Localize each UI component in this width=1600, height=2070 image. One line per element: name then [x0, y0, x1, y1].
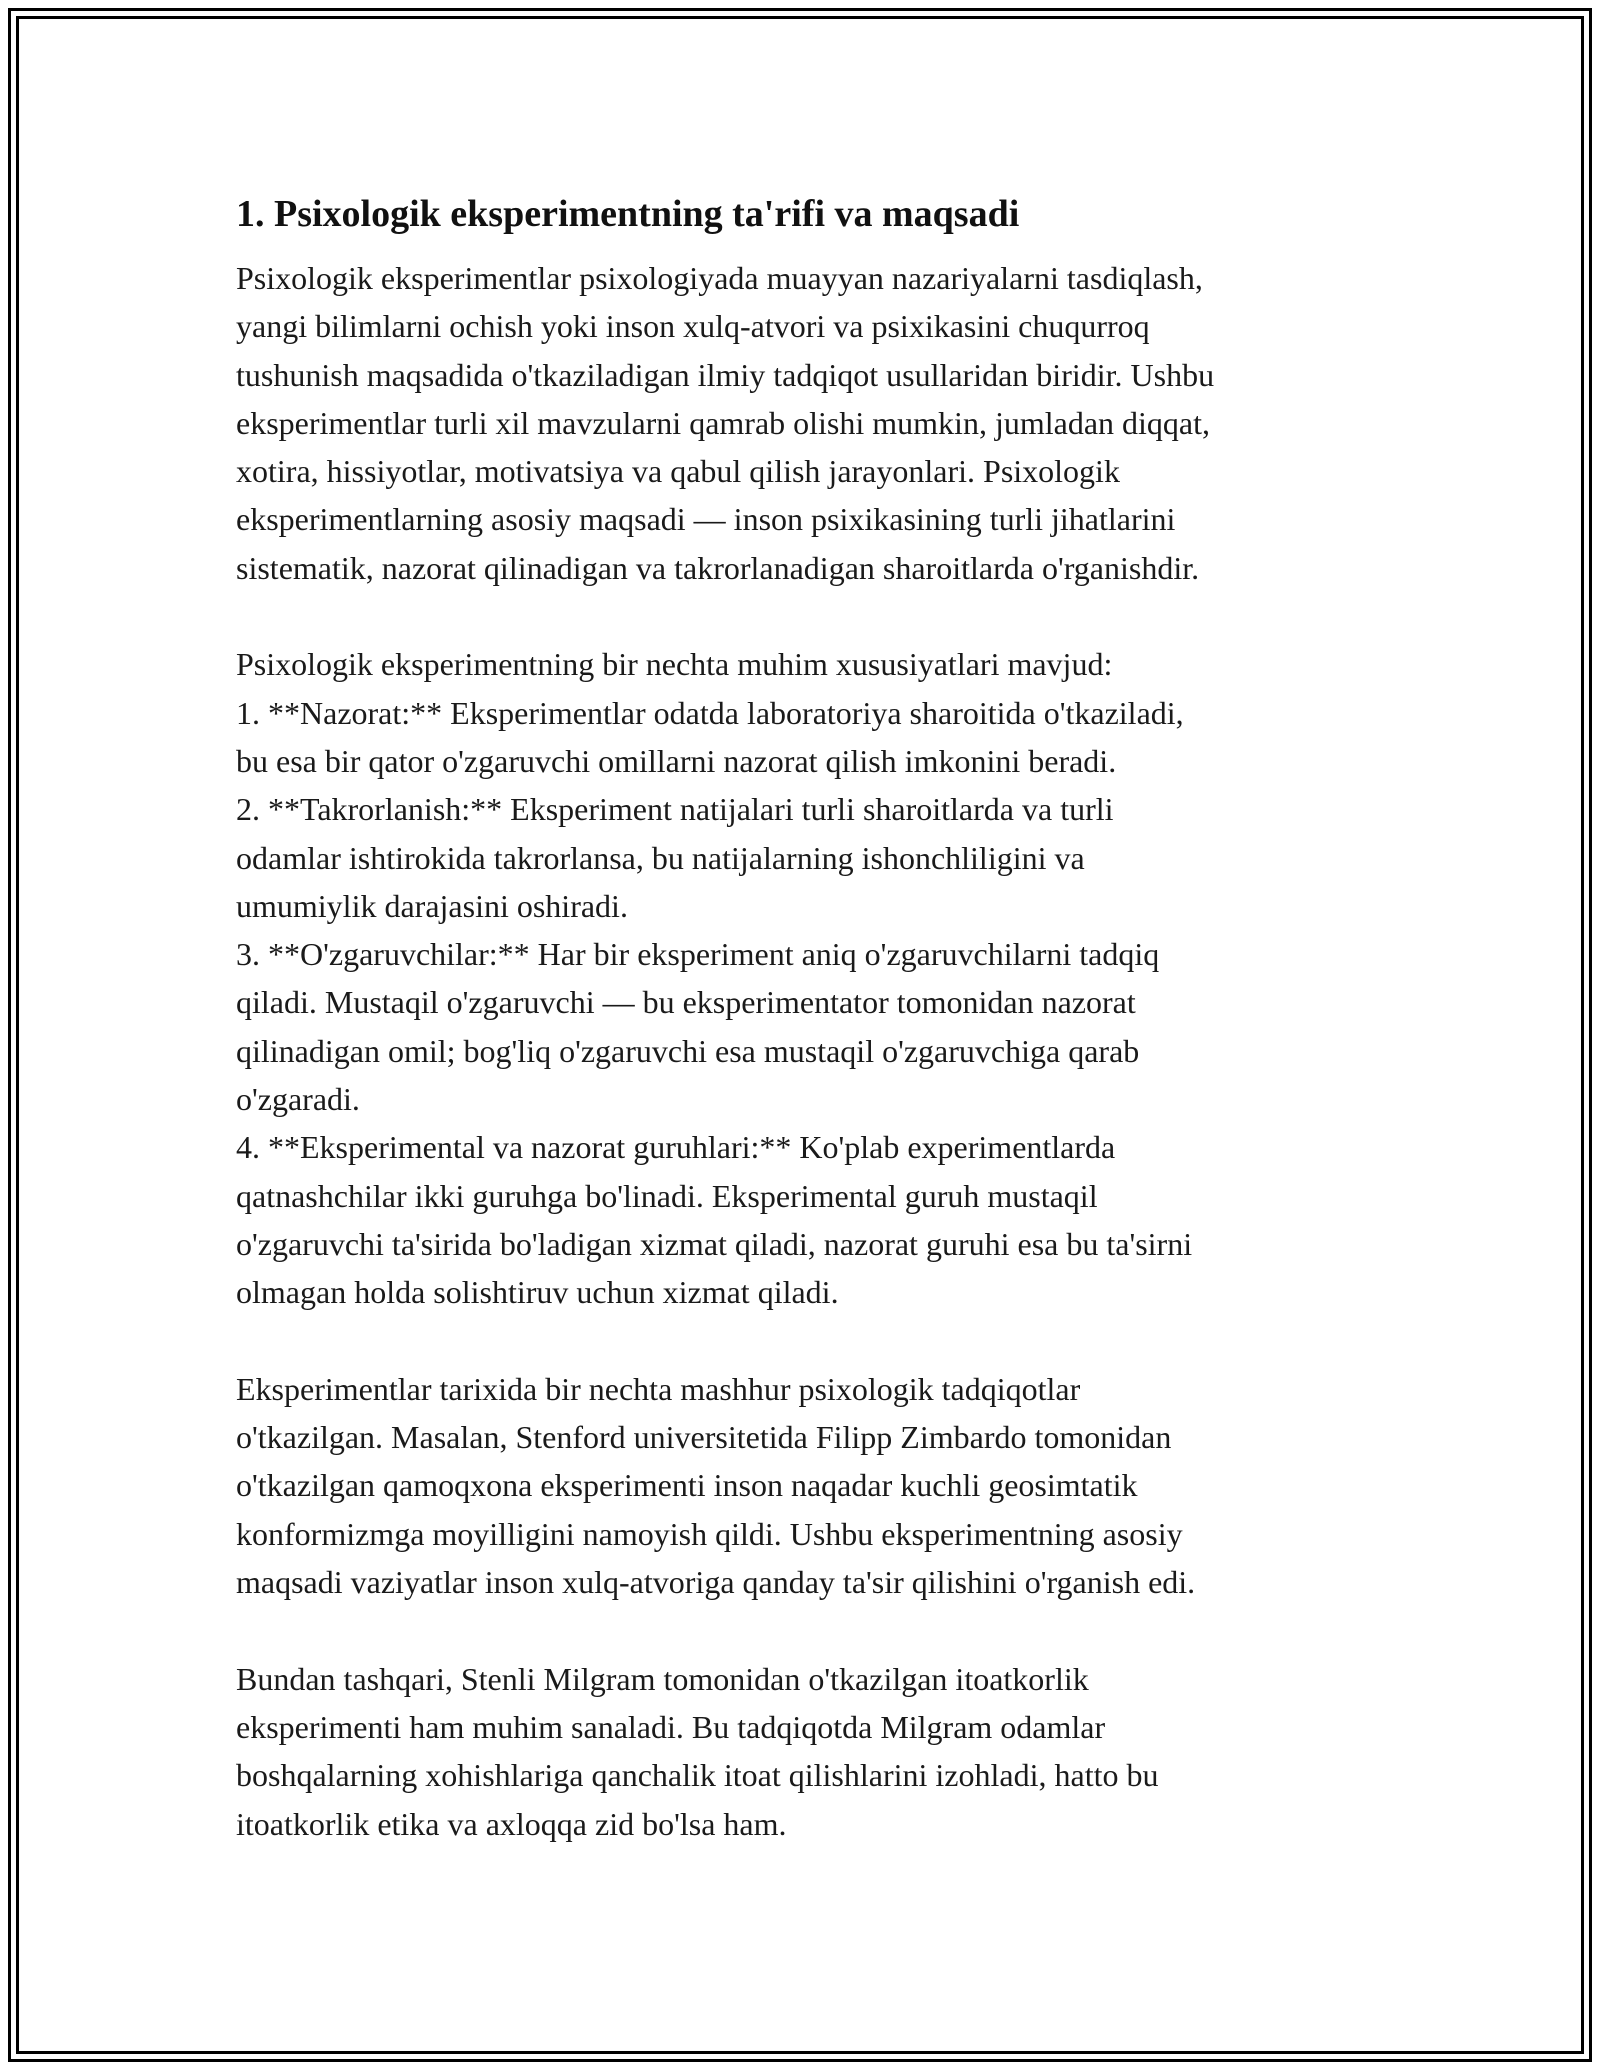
text-line: Bundan tashqari, Stenli Milgram tomonidan o'tkazilgan itoatkorlik	[236, 1660, 1089, 1697]
list-item-line: qatnashchilar ikki guruhga bo'linadi. Eksperimental guruh mustaqil	[236, 1177, 1098, 1214]
text-line: itoatkorlik etika va axloqqa zid bo'lsa ham.	[236, 1805, 787, 1842]
list-item-line: odamlar ishtirokida takrorlansa, bu natijalarning ishonchliligini va	[236, 839, 1085, 876]
list-item-line: 2. **Takrorlanish:** Eksperiment natijalari turli sharoitlarda va turli	[236, 791, 1114, 828]
paragraph-milgram	[236, 1655, 1376, 1848]
text-line: boshqalarning xohishlariga qanchalik itoat qilishlarini izohladi, hatto bu	[236, 1757, 1159, 1794]
text-line: Psixologik eksperimentlar psixologiyada muayyan nazariyalarni tasdiqlash,	[236, 260, 1203, 296]
text-line: o'tkazilgan qamoqxona eksperimenti inson naqadar kuchli geosimtatik	[236, 1467, 1138, 1504]
list-item-line: qilinadigan omil; bog'liq o'zgaruvchi esa mustaqil o'zgaruvchiga qarab	[236, 1032, 1140, 1069]
list-item-line: umumiylik darajasini oshiradi.	[236, 887, 628, 924]
text-line: yangi bilimlarni ochish yoki inson xulq-atvori va psixikasini chuqurroq	[236, 308, 1150, 345]
list-item-line: o'zgaruvchi ta'sirida bo'ladigan xizmat qiladi, nazorat guruhi esa bu ta'sirni	[236, 1225, 1193, 1262]
text-line: Eksperimentlar tarixida bir nechta mashhur psixologik tadqiqotlar	[236, 1370, 1081, 1407]
list-item-line: qiladi. Mustaqil o'zgaruvchi — bu eksperimentator tomonidan nazorat	[236, 984, 1136, 1021]
list-item-line: bu esa bir qator o'zgaruvchi omillarni nazorat qilish imkonini beradi.	[236, 742, 1117, 779]
paragraph-features-list	[236, 640, 1376, 1316]
list-item-line: olmagan holda solishtiruv uchun xizmat qiladi.	[236, 1274, 839, 1311]
text-line: konformizmga moyilligini namoyish qildi. Ushbu eksperimentning asosiy	[236, 1515, 1183, 1552]
list-item-line: 1. **Nazorat:** Eksperimentlar odatda laboratoriya sharoitida o'tkaziladi,	[236, 694, 1184, 731]
text-line: tushunish maqsadida o'tkaziladigan ilmiy tadqiqot usullaridan biridir. Ushbu	[236, 356, 1215, 393]
document-body	[236, 188, 1376, 1896]
paragraph-definition	[236, 254, 1376, 592]
text-line: maqsadi vaziyatlar inson xulq-atvoriga qanday ta'sir qilishini o'rganish edi.	[236, 1564, 1196, 1601]
text-line: xotira, hissiyotlar, motivatsiya va qabul qilish jarayonlari. Psixologik	[236, 453, 1120, 490]
text-line: eksperimentlar turli xil mavzularni qamrab olishi mumkin, jumladan diqqat,	[236, 404, 1210, 441]
text-line: sistematik, nazorat qilinadigan va takrorlanadigan sharoitlarda o'rganishdir.	[236, 549, 1200, 586]
text-line: eksperimenti ham muhim sanaladi. Bu tadqiqotda Milgram odamlar	[236, 1708, 1106, 1745]
text-line: eksperimentlarning asosiy maqsadi — inson psixikasining turli jihatlarini	[236, 501, 1176, 538]
list-item-line: 3. **O'zgaruvchilar:** Har bir eksperiment aniq o'zgaruvchilarni tadqiq	[236, 936, 1160, 973]
list-item-line: 4. **Eksperimental va nazorat guruhlari:** Ko'plab experimentlarda	[236, 1129, 1116, 1166]
text-line: Psixologik eksperimentning bir nechta muhim xususiyatlari mavjud:	[236, 646, 1113, 683]
list-item-line: o'zgaradi.	[236, 1081, 360, 1118]
page-title: 1. Psixologik eksperimentning ta'rifi va maqsadi	[236, 193, 1020, 235]
paragraph-zimbardo	[236, 1365, 1376, 1606]
text-line: o'tkazilgan. Masalan, Stenford universitetida Filipp Zimbardo tomonidan	[236, 1419, 1172, 1456]
